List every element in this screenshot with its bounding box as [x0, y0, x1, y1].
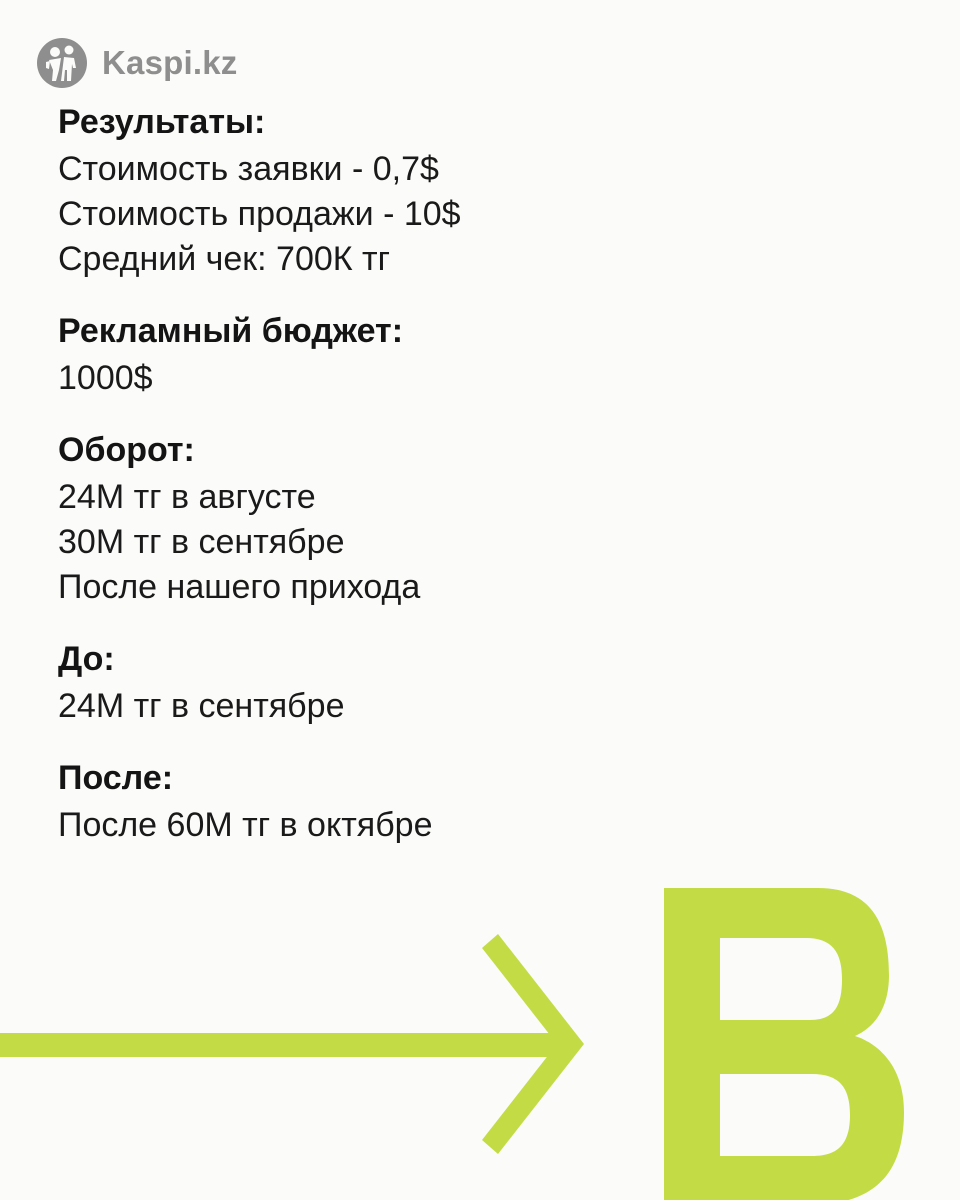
section-ad-budget: [58, 306, 758, 401]
results-content: [58, 97, 758, 848]
section-line: Средний чек: 700К тг: [58, 240, 391, 278]
section-heading: Результаты:: [58, 103, 266, 141]
arrow-right-icon: [0, 934, 584, 1154]
section-line: После нашего прихода: [58, 568, 421, 606]
letter-b-graphic: [664, 888, 904, 1200]
section-before: [58, 634, 758, 729]
section-line: 30М тг в сентябре: [58, 523, 345, 561]
section-heading: Оборот:: [58, 431, 195, 469]
section-heading: После:: [58, 759, 174, 797]
section-lines: [58, 147, 758, 282]
brand-logo: [36, 37, 238, 89]
section-line: 1000$: [58, 359, 153, 397]
section-after: [58, 753, 758, 848]
section-line: 24М тг в сентябре: [58, 687, 345, 725]
section-lines: [58, 803, 758, 848]
section-results: [58, 97, 758, 282]
section-line: Стоимость продажи - 10$: [58, 195, 461, 233]
section-line: 24М тг в августе: [58, 478, 316, 516]
brand-name: Kaspi.kz: [102, 44, 238, 81]
section-line: Стоимость заявки - 0,7$: [58, 150, 439, 188]
section-lines: [58, 356, 758, 401]
section-heading: Рекламный бюджет:: [58, 312, 404, 350]
section-lines: [58, 475, 758, 610]
section-turnover: [58, 425, 758, 610]
section-lines: [58, 684, 758, 729]
section-line: После 60М тг в октябре: [58, 806, 433, 844]
section-heading: До:: [58, 640, 115, 678]
decorative-graphic: [0, 860, 960, 1200]
kaspi-logo-icon: [36, 37, 88, 89]
